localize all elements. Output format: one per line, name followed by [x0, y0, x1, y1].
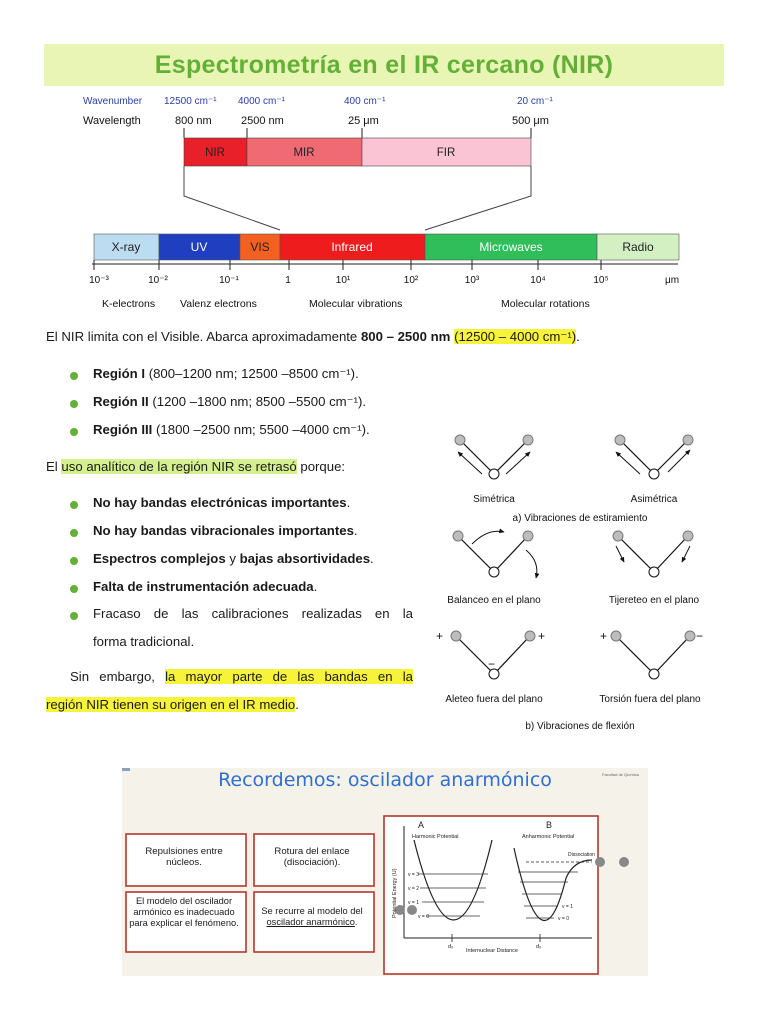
wavelength-25: 25 μm	[348, 115, 379, 127]
wavelength-500: 500 μm	[512, 115, 549, 127]
reason-end: .	[370, 551, 374, 566]
faculty-logo: Facultad de Química	[602, 772, 639, 777]
level-label: v = 2	[408, 886, 419, 892]
em-spectrum-figure	[80, 90, 690, 315]
tick-label: 10⁵	[593, 275, 609, 286]
reason-end: .	[346, 495, 351, 510]
anharmonic-potential-label: Anharmonic Potential	[522, 834, 575, 840]
bullet-dot	[70, 501, 78, 509]
reason-end: .	[353, 523, 358, 538]
reason-item	[93, 579, 317, 594]
plus-sign: +	[538, 629, 546, 643]
region-name: Región I	[93, 366, 146, 381]
box-modelo-text: El modelo del oscilador armónico es inadecuado para explicar el fenómeno.	[129, 896, 239, 928]
bend-caption: b) Vibraciones de flexión	[525, 721, 635, 732]
region-range: (800–1200 nm; 12500 –8500 cm⁻¹).	[145, 366, 359, 381]
tick-label: 10¹	[335, 275, 351, 286]
reason-mid: y	[225, 551, 240, 566]
region-range: (1200 –1800 nm; 8500 –5500 cm⁻¹).	[148, 394, 367, 409]
reason-item	[93, 495, 350, 510]
level-label: v = 0	[418, 914, 429, 920]
uv-label: UV	[190, 240, 208, 254]
plus-sign: +	[436, 629, 444, 643]
conclusion-highlight-1: la mayor parte de las bandas en la	[165, 669, 413, 684]
bullet-dot	[70, 557, 78, 565]
tick-label: 10⁻³	[89, 275, 109, 286]
box-recurre-after: .	[354, 917, 358, 927]
wavenumber-12500: 12500 cm⁻¹	[164, 96, 217, 107]
asymmetric-stretch-diagram	[615, 435, 693, 479]
mir-label: MIR	[293, 147, 315, 159]
wavelength-2500: 2500 nm	[241, 115, 284, 127]
reason-end: .	[313, 579, 318, 594]
stretch-caption: a) Vibraciones de estiramiento	[512, 513, 648, 524]
level-label: v = 0	[558, 916, 569, 922]
bullet-dot	[70, 372, 78, 380]
xray-label: X-ray	[111, 240, 141, 254]
intro-text: El NIR limita con el Visible. Abarca aproximadamente	[46, 329, 361, 344]
bullet-dot	[70, 612, 78, 620]
k-electrons-label: K-electrons	[102, 298, 156, 310]
intro-end: .	[576, 329, 580, 344]
bullet-dot	[70, 428, 78, 436]
reason-bold: Espectros complejos	[93, 551, 226, 566]
slide-title: Recordemos: oscilador anarmónico	[218, 769, 552, 791]
wavenumber-label: Wavenumber	[83, 96, 143, 107]
potential-energy-label: Potential Energy (U)	[392, 868, 398, 918]
intro-paragraph	[46, 329, 580, 345]
d0-label: d₀	[536, 944, 542, 950]
region-name: Región III	[93, 422, 153, 437]
reason-item	[93, 523, 358, 538]
title-bar	[44, 44, 724, 86]
box-rotura-text: Rotura del enlace (disociación).	[274, 846, 350, 868]
twisting-diagram	[600, 629, 703, 679]
reason-before: El	[46, 459, 62, 474]
reason-bold: Falta de instrumentación adecuada	[93, 579, 314, 594]
reason-paragraph	[46, 459, 345, 474]
bullet-dot	[70, 529, 78, 537]
reason-highlight: uso analítico de la región NIR se retrasó	[61, 459, 297, 474]
minus-sign: −	[696, 629, 704, 643]
radio-label: Radio	[622, 240, 654, 254]
page-title: Espectrometría en el IR cercano (NIR)	[154, 51, 614, 79]
tick-label: 10⁻¹	[219, 275, 239, 286]
reason-bold: No hay bandas vibracionales importantes	[93, 523, 354, 538]
conclusion-line-1	[70, 669, 413, 684]
reason-item	[93, 551, 374, 566]
infrared-label: Infrared	[331, 240, 373, 254]
graph-label-b: B	[546, 820, 553, 830]
symmetric-label: Simétrica	[473, 494, 515, 505]
reason-after: porque:	[296, 459, 346, 474]
region-range: (1800 –2500 nm; 5500 –4000 cm⁻¹).	[152, 422, 370, 437]
nir-label: NIR	[205, 147, 225, 159]
dissociation-label: Dissociation	[568, 852, 595, 858]
conclusion-end: .	[295, 697, 299, 712]
tick-label: 10⁻²	[148, 275, 168, 286]
minus-sign: −	[488, 657, 496, 671]
microwaves-label: Microwaves	[479, 240, 543, 254]
scissoring-diagram	[613, 531, 693, 577]
molecular-rotations-label: Molecular rotations	[501, 298, 590, 310]
wagging-label: Aleteo fuera del plano	[445, 694, 543, 705]
asymmetric-label: Asimétrica	[630, 494, 678, 505]
slide-figure	[122, 768, 648, 976]
level-label: v = 1	[408, 900, 419, 906]
failure-line-2: forma tradicional.	[93, 634, 195, 649]
molecular-vibrations-label: Molecular vibrations	[309, 298, 403, 310]
wavelength-800: 800 nm	[175, 115, 212, 127]
graph-label-a: A	[418, 820, 425, 830]
internuclear-distance-label: Internuclear Distance	[466, 948, 518, 954]
region-name: Región II	[93, 394, 149, 409]
wagging-diagram	[436, 629, 545, 679]
wavenumber-4000: 4000 cm⁻¹	[238, 96, 285, 107]
box-repulsiones-text: Repulsiones entre núcleos.	[145, 846, 223, 868]
bullet-dot	[70, 400, 78, 408]
rocking-label: Balanceo en el plano	[447, 595, 541, 606]
vibrations-figure	[428, 428, 728, 738]
region-item	[93, 422, 370, 438]
failure-line-1: Fracaso de las calibraciones realizadas en la	[93, 606, 413, 621]
tick-label: 10²	[403, 275, 419, 286]
symmetric-stretch-diagram	[455, 435, 533, 479]
rocking-diagram	[453, 531, 537, 578]
d0-label: d₀	[448, 944, 454, 950]
level-label: v = 3	[408, 872, 419, 878]
region-item	[93, 366, 359, 382]
box-recurre-before: Se recurre al modelo del	[261, 906, 363, 916]
box-recurre-underlined: oscilador anarmónico	[266, 917, 355, 927]
reason-bold: No hay bandas electrónicas importantes	[93, 495, 347, 510]
wavelength-label: Wavelength	[83, 115, 141, 127]
unit-label: μm	[664, 275, 680, 286]
tick-label: 1	[285, 275, 291, 286]
wavenumber-20: 20 cm⁻¹	[517, 96, 553, 107]
reason-bold2: bajas absortividades	[239, 551, 371, 566]
harmonic-potential-label: Harmonic Potential	[412, 834, 459, 840]
level-label: v = 1	[562, 904, 573, 910]
wavenumber-400: 400 cm⁻¹	[344, 96, 386, 107]
tick-label: 10³	[464, 275, 480, 286]
scissoring-label: Tijereteo en el plano	[608, 595, 700, 606]
fir-label: FIR	[436, 147, 456, 159]
conclusion-highlight-2: región NIR tienen su origen en el IR medio	[46, 697, 296, 712]
twisting-label: Torsión fuera del plano	[599, 694, 701, 705]
plus-sign: +	[600, 629, 608, 643]
intro-range: 800 – 2500 nm	[360, 329, 451, 344]
bullet-dot	[70, 585, 78, 593]
box-recurre-text	[256, 906, 368, 928]
tick-label: 10⁴	[530, 275, 546, 286]
vis-label: VIS	[250, 240, 270, 254]
conclusion-before: Sin embargo,	[70, 669, 166, 684]
intro-highlight: (12500 – 4000 cm⁻¹)	[454, 329, 577, 344]
region-item	[93, 394, 366, 410]
conclusion-line-2	[46, 697, 299, 712]
valenz-electrons-label: Valenz electrons	[180, 298, 257, 310]
